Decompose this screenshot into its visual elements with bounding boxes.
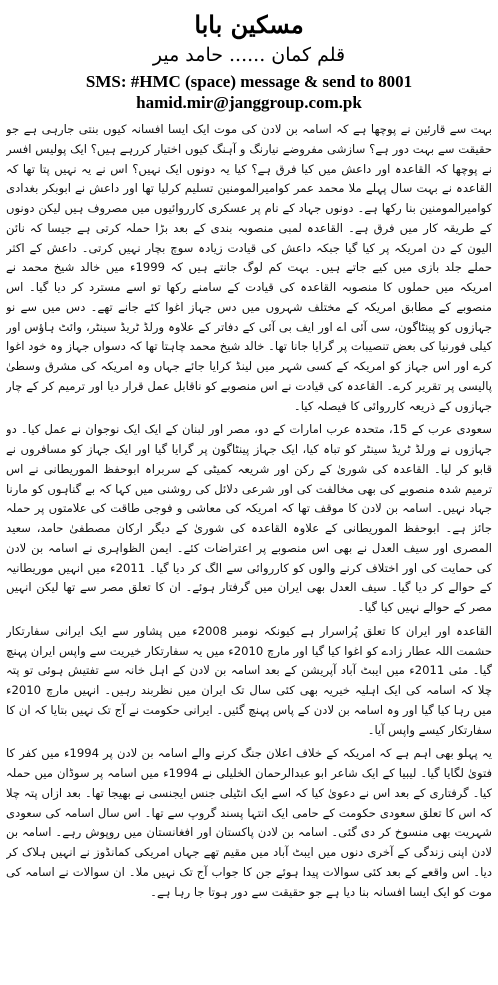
- article-body: [6, 120, 492, 982]
- author-email: hamid.mir@janggroup.com.pk: [136, 93, 362, 112]
- article-paragraph: القاعدہ اور ایران کا تعلق پُراسرار ہے کیونکہ نومبر 2008ء میں پشاور سے ایک ایرانی سفارتکار حشمت اللہ عطار زادے کو اغوا کیا گیا اور مارچ 2010ء میں یہ سفارتکار خیریت سے واپس ایران پہنچ گیا۔ مئی 2011ء میں ایبٹ آباد آپریشن کے بعد اسامہ بن لادن کے اہل خانہ سے تفتیش ہوئی تو پتہ چلا کہ اسامہ کی ایک اہلیہ خیریہ بھی کئی سال تک ایران میں نظربند رہیں۔ انہیں مارچ 2010ء میں رہا کیا گیا اور وہ اسامہ بن لادن کے پاس پہنچ گئیں۔ ایرانی حکومت نے آج تک نہیں بتایا کہ ان کا سفارتکار کیسے واپس آیا۔: [6, 623, 492, 737]
- article-paragraph: یہ پہلو بھی اہم ہے کہ امریکہ کے خلاف اعلان جنگ کرنے والے اسامہ بن لادن پر 1994ء میں کفر کا فتویٰ لگایا گیا۔ لیبیا کے ایک شاعر ابو عبدالرحمان الخلیلی نے 1994ء میں اسامہ پر سوڈان میں حملہ کیا۔ گرفتاری کے بعد اس نے دعویٰ کیا کہ اسے ایک انٹیلی جنس ایجنسی نے بھیجا تھا۔ بعد ازاں پتہ چلا کہ اس کا تعلق سعودی حکومت کے حامی ایک انتہا پسند گروپ سے تھا۔ اس سال اسامہ کی سعودی شہریت بھی منسوخ کر دی گئی۔ اسامہ بن لادن پاکستان اور افغانستان میں روپوش رہے۔ اسامہ بن لادن اپنی زندگی کے آخری دنوں میں ایبٹ آباد میں مقیم تھے جہاں امریکی کمانڈوز نے انہیں ہلاک کر دیا۔ اس واقعے کے بعد کئی سوالات پیدا ہوئے جن کا جواب آج تک نہیں ملا۔ ان سوالات نے اسامہ کی موت کو ایک ایسا افسانہ بنا دیا ہے جو حقیقت سے دور ہوتا جا رہا ہے۔: [6, 746, 492, 899]
- article-paragraph: سعودی عرب کے 15، متحدہ عرب امارات کے دو، مصر اور لبنان کے ایک ایک نوجوان نے عمل کیا۔ دو جہازوں نے ورلڈ ٹریڈ سینٹر کو تباہ کیا، ایک جہاز پینٹاگون پر گرایا گیا اور ایک جہاز کو مسافروں نے قابو کر لیا۔ القاعدہ کی شوریٰ کے رکن اور شریعہ کمیٹی کے سربراہ ابوحفظ الموریطانی نے اس ترمیم شدہ منصوبے کی بھی مخالفت کی اور شرعی دلائل کی روشنی میں کہا کہ بے گناہوں کو مارنا جہاد نہیں۔ اسامہ بن لادن کا موقف تھا کہ امریکہ کی معاشی و فوجی طاقت کی علامتوں پر حملہ جائز ہے۔ ابوحفظ الموریطانی کے علاوہ القاعدہ کی شوریٰ کے دیگر ارکان مصطفیٰ حامد، سعید المصری اور سیف العدل نے بھی اس منصوبے پر اعتراضات کئے۔ ایمن الظواہری نے اسامہ بن لادن کی حمایت کی اور اختلاف کرنے والوں کو کارروائی سے الگ کر دیا گیا۔ 2011ء میں انہیں موریطانیہ کے حوالے کر دیا گیا۔ سیف العدل بھی ایران میں گرفتار ہوئے۔ ان کا تعلق مصر سے تھا لیکن انہیں مصر کے حوالے نہیں کیا گیا۔: [6, 422, 492, 614]
- column-title: مسکین بابا: [194, 10, 304, 39]
- sms-line: SMS: #HMC (space) message & send to 8001: [85, 72, 413, 91]
- column-byline: قلم کمان ...... حامد میر: [152, 44, 346, 66]
- article-paragraph: بہت سے قارئین نے پوچھا ہے کہ اسامہ بن لادن کی موت ایک ایسا افسانہ کیوں بنتی جارہی ہے جو حقیقت سے بہت دور ہے؟ سازشی مفروضے نیارنگ و آہنگ کیوں اختیار کررہے ہیں؟ ایک پولیس افسر نے پوچھا کہ القاعدہ اور داعش میں کیا فرق ہے؟ کیا یہ دونوں ایک نہیں؟ اس نے یہ نہیں پتا تھا کہ القاعدہ نے بہت سال پہلے ملا محمد عمر کوامیرالمومنین تسلیم کرلیا تھا اور داعش نے ابوبکر بغدادی کوامیرالمومنین بنا رکھا ہے۔ دونوں جہاد کے نام پر عسکری کارروائیوں میں مصروف ہیں لیکن دونوں کے طریقہ کار میں فرق ہے۔ القاعدہ لمبی منصوبہ بندی کے بعد بڑا حملہ کرتی ہے جیسا کہ نائن الیون کے دن امریکہ پر کیا گیا جبکہ داعش کی قیادت زیادہ سوچ بچار نہیں کرتی۔ داعش کے اکثر حملے جلد بازی میں کیے جاتے ہیں۔ بہت کم لوگ جانتے ہیں کہ 1999ء میں خالد شیخ محمد نے امریکہ میں حملوں کا منصوبہ القاعدہ کی قیادت کے سامنے رکھا تو اسے مسترد کر دیا گیا۔ اس منصوبے کے مطابق امریکہ کے مختلف شہروں میں دس جہاز اغوا کئے جانے تھے۔ دس میں سے نو جہازوں کو پینٹاگون، سی آئی اے اور ایف بی آئی کے دفاتر کے علاوہ ورلڈ ٹریڈ سینٹر، وائٹ ہاؤس اور کیلی فورنیا کی بعض تنصیبات پر گرایا جانا تھا۔ خالد شیخ محمد چاہتا تھا کہ دسواں جہاز وہ خود اغوا کرے اور اس جہاز کو امریکہ کے کسی شہر میں لینڈ کرایا جائے جہاں وہ امریکہ کی مشرق وسطیٰ پالیسی پر تقریر کرے۔ القاعدہ کی قیادت نے اس منصوبے کو ناقابل عمل قرار دیا اور ترمیم کر کے چار جہازوں کے ذریعہ کارروائی کا فیصلہ کیا۔: [6, 122, 492, 413]
